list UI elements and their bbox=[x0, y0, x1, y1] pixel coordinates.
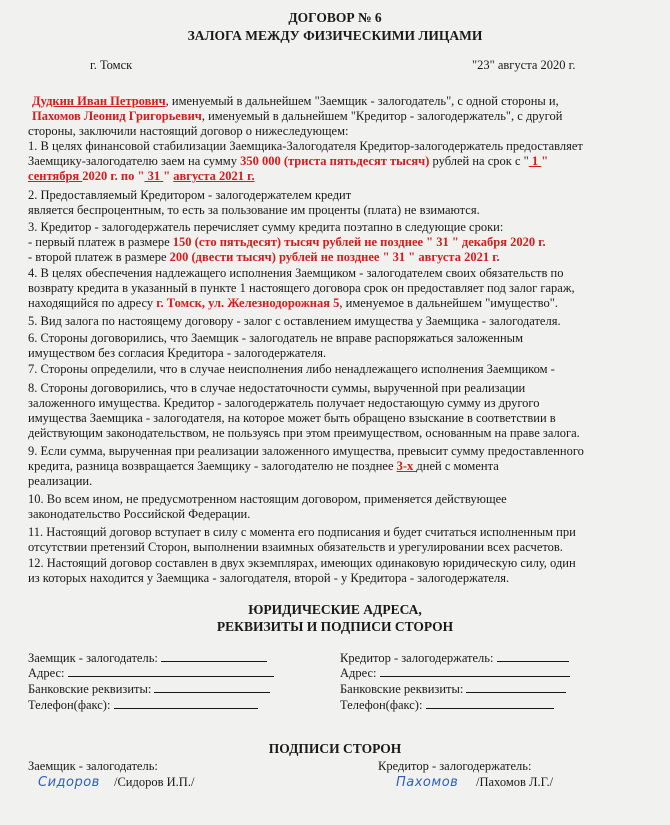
clause-10-line-1: 10. Во всем ином, не предусмотренном настоящим договором, применяется действующее bbox=[28, 492, 507, 506]
clause-1-line-3: сентября 2020 г. по " 31 " августа 2021 г. bbox=[28, 169, 255, 183]
preamble-line-2: Пахомов Леонид Григорьевич, именуемый в дальнейшем "Кредитор - залогодержатель", с другой bbox=[32, 109, 563, 123]
lender-phone-blank bbox=[426, 697, 554, 709]
pledge-address: г. Томск, ул. Железнодорожная 5 bbox=[156, 296, 340, 310]
clause-11-line-2: отсутствии претензий Сторон, выполнении взаимных обязательств и урегулировании всех расчетов. bbox=[28, 540, 563, 554]
signatures-heading: ПОДПИСИ СТОРОН bbox=[268, 741, 402, 756]
lender-bank-blank bbox=[466, 681, 566, 693]
return-days: 3-х bbox=[396, 459, 417, 473]
borrower-blank bbox=[161, 650, 267, 662]
clause-8-line-4: действующим законодательством, не пользуясь при этом преимуществом, основанным на праве залога. bbox=[28, 426, 580, 440]
start-month: сентября bbox=[28, 169, 83, 183]
preamble-line-1: Дудкин Иван Петрович, именуемый в дальнейшем "Заемщик - залогодатель", с одной стороны и, bbox=[32, 94, 559, 108]
clause-6-line-1: 6. Стороны договорились, что Заемщик - залогодатель не вправе распоряжаться заложенным bbox=[28, 331, 523, 345]
lender-address: Адрес: bbox=[340, 665, 570, 681]
borrower-phone-blank bbox=[114, 697, 258, 709]
borrower-signature: Сидоров bbox=[38, 775, 100, 790]
payment-2: - второй платеж в размере 200 (двести тысяч) рублей не позднее " 31 " августа 2021 г. bbox=[28, 250, 500, 264]
payment-2-details: 200 (двести тысяч) рублей не позднее " 31 " августа 2021 г. bbox=[169, 250, 500, 264]
clause-12-line-2: из которых находится у Заемщика - залогодателя, второй - у Кредитора - залогодержателя. bbox=[28, 571, 510, 585]
lender-blank bbox=[497, 650, 569, 662]
contract-date: "23" августа 2020 г. bbox=[472, 58, 576, 72]
borrower-address: Адрес: bbox=[28, 665, 274, 681]
clause-8-line-3: имущества Заемщика - залогодателя, на которое может быть обращено взыскание в соответствии в bbox=[28, 411, 556, 425]
lender-signature: Пахомов bbox=[396, 775, 459, 790]
borrower-signature-label: Заемщик - залогодатель: bbox=[28, 759, 158, 773]
end-day: 31 bbox=[144, 169, 164, 183]
borrower-printed-name: /Сидоров И.П./ bbox=[114, 775, 195, 789]
contract-subtitle: ЗАЛОГА МЕЖДУ ФИЗИЧЕСКИМИ ЛИЦАМИ bbox=[187, 28, 483, 43]
clause-1-line-1: 1. В целях финансовой стабилизации Заемщика-Залогодателя Кредитор-залогодержатель предоставляет bbox=[28, 139, 583, 153]
clause-7: 7. Стороны определили, что в случае неисполнения либо ненадлежащего исполнения Заемщиком - bbox=[28, 362, 555, 376]
clause-12-line-1: 12. Настоящий договор составлен в двух экземплярах, имеющих одинаковую юридическую силу, один bbox=[28, 556, 576, 570]
borrower-name: Дудкин Иван Петрович bbox=[32, 94, 166, 108]
payment-1-details: 150 (сто пятьдесят) тысяч рублей не позднее " 31 " декабря 2020 г. bbox=[172, 235, 546, 249]
clause-9-line-2: кредита, разница возвращается Заемщику - залогодателю не позднее 3-х дней с момента bbox=[28, 459, 499, 473]
clause-4-line-3: находящийся по адресу г. Томск, ул. Железнодорожная 5, именуемое в дальнейшем "имущество". bbox=[28, 296, 558, 310]
lender-signature-line bbox=[396, 775, 458, 790]
preamble-line-3: стороны, заключили настоящий договор о нижеследующем: bbox=[28, 124, 349, 138]
clause-11-line-1: 11. Настоящий договор вступает в силу с момента его подписания и будет считаться исполненным при bbox=[28, 525, 576, 539]
borrower-bank: Банковские реквизиты: bbox=[28, 681, 270, 697]
lender-name: Пахомов Леонид Григорьевич bbox=[32, 109, 202, 123]
clause-2-line-2: является беспроцентным, то есть за пользование им проценты (плата) не взимаются. bbox=[28, 203, 480, 217]
clause-4-line-1: 4. В целях обеспечения надлежащего исполнения Заемщиком - залогодателем своих обязательств по bbox=[28, 266, 564, 280]
start-day: 1 bbox=[528, 154, 542, 168]
end-year: 2021 г. bbox=[219, 169, 255, 183]
loan-amount: 350 000 (триста пятьдесят тысяч) bbox=[240, 154, 430, 168]
clause-9-line-3: реализации. bbox=[28, 474, 93, 488]
clause-10-line-2: законодательство Российской Федерации. bbox=[28, 507, 251, 521]
payment-1: - первый платеж в размере 150 (сто пятьдесят) тысяч рублей не позднее " 31 " декабря 2020 г. bbox=[28, 235, 546, 249]
clause-4-line-2: возврату кредита в указанный в пункте 1 настоящего договора срок он предоставляет под залог гараж, bbox=[28, 281, 575, 295]
lender-bank: Банковские реквизиты: bbox=[340, 681, 566, 697]
addresses-heading-1: ЮРИДИЧЕСКИЕ АДРЕСА, bbox=[248, 602, 422, 617]
addresses-heading-2: РЕКВИЗИТЫ И ПОДПИСИ СТОРОН bbox=[216, 619, 454, 634]
borrower-label: Заемщик - залогодатель: bbox=[28, 650, 267, 666]
lender-printed-name: /Пахомов Л.Г./ bbox=[476, 775, 554, 789]
lender-label: Кредитор - залогодержатель: bbox=[340, 650, 569, 666]
lender-phone: Телефон(факс): bbox=[340, 697, 554, 713]
clause-8-line-1: 8. Стороны договорились, что в случае недостаточности суммы, вырученной при реализации bbox=[28, 381, 526, 395]
borrower-bank-blank bbox=[154, 681, 270, 693]
clause-6-line-2: имуществом без согласия Кредитора - залогодержателя. bbox=[28, 346, 327, 360]
clause-1-line-2: Заемщику-залогодателю заем на сумму 350 000 (триста пятьдесят тысяч) рублей на срок с " 1 " bbox=[28, 154, 549, 168]
clause-2-line-1: 2. Предоставляемый Кредитором - залогодержателем кредит bbox=[28, 188, 352, 202]
contract-title: ДОГОВОР № 6 bbox=[288, 10, 382, 25]
city: г. Томск bbox=[90, 58, 133, 72]
end-month: августа bbox=[173, 169, 220, 183]
borrower-phone: Телефон(факс): bbox=[28, 697, 258, 713]
borrower-address-blank bbox=[68, 665, 274, 677]
clause-3-line-1: 3. Кредитор - залогодержатель перечисляет сумму кредита поэтапно в следующие сроки: bbox=[28, 220, 504, 234]
clause-9-line-1: 9. Если сумма, вырученная при реализации заложенного имущества, превысит сумму предоставленного bbox=[28, 444, 584, 458]
lender-address-blank bbox=[380, 665, 570, 677]
lender-signature-label: Кредитор - залогодержатель: bbox=[378, 759, 532, 773]
clause-5: 5. Вид залога по настоящему договору - залог с оставлением имущества у Заемщика - залогодателя. bbox=[28, 314, 561, 328]
borrower-signature-line bbox=[38, 775, 100, 790]
clause-8-line-2: заложенного имущества. Кредитор - залогодержатель получает недостающую сумму из другого bbox=[28, 396, 540, 410]
